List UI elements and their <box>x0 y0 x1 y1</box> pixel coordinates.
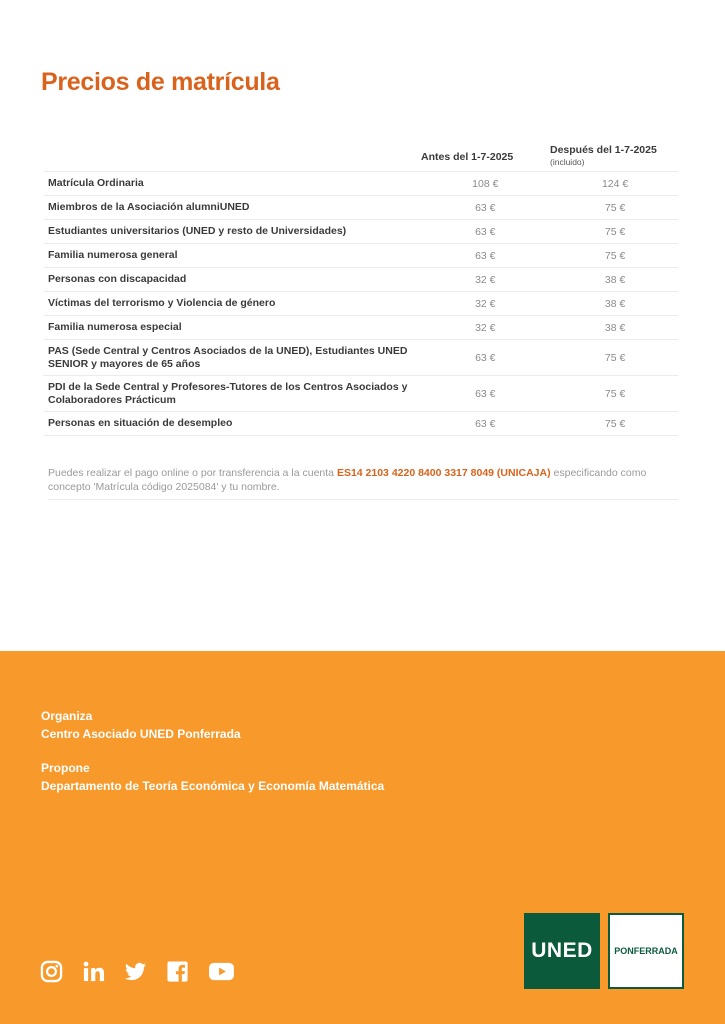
row-label: Víctimas del terrorismo y Violencia de género <box>48 297 276 309</box>
payment-note <box>48 467 678 500</box>
uned-logo: UNED <box>524 913 600 989</box>
social-links <box>40 960 235 983</box>
row-label: Familia numerosa general <box>48 249 178 261</box>
price-after: 75 € <box>551 412 678 435</box>
price-before: 63 € <box>421 376 548 411</box>
row-label: Familia numerosa especial <box>48 321 182 333</box>
row-label: PDI de la Sede Central y Profesores-Tutores de los Centros Asociados y Colaboradores Prácticum <box>48 380 408 406</box>
price-after: 75 € <box>551 220 678 243</box>
organiza-value: Centro Asociado UNED Ponferrada <box>41 727 241 741</box>
price-before: 63 € <box>421 340 548 375</box>
column-header-before: Antes del 1-7-2025 <box>421 151 514 163</box>
table-row <box>43 339 678 375</box>
propone-block <box>41 759 384 795</box>
instagram-icon[interactable] <box>40 960 63 983</box>
youtube-icon[interactable] <box>208 960 235 983</box>
column-header-after <box>550 144 657 167</box>
linkedin-icon[interactable] <box>82 960 105 983</box>
row-label: PAS (Sede Central y Centros Asociados de la UNED), Estudiantes UNED SENIOR y mayores de 65 años <box>48 344 408 370</box>
payment-note-text-end: especificando como concepto 'Matrícula código 2025084' y tu nombre. <box>48 467 647 493</box>
table-row <box>43 411 678 436</box>
price-before: 32 € <box>421 316 548 339</box>
price-after: 75 € <box>551 376 678 411</box>
price-before: 32 € <box>421 292 548 315</box>
row-label: Personas en situación de desempleo <box>48 417 233 429</box>
price-after: 75 € <box>551 196 678 219</box>
table-row <box>43 243 678 267</box>
table-row <box>43 267 678 291</box>
page-title: Precios de matrícula <box>41 68 280 96</box>
table-row <box>43 219 678 243</box>
column-header-after-label: Después del 1-7-2025 <box>550 144 657 156</box>
propone-value: Departamento de Teoría Económica y Economía Matemática <box>41 779 385 793</box>
row-label: Miembros de la Asociación alumniUNED <box>48 201 250 213</box>
table-row <box>43 375 678 411</box>
propone-label: Propone <box>41 761 90 775</box>
price-table <box>43 138 678 436</box>
organiza-label: Organiza <box>41 709 93 723</box>
table-row <box>43 315 678 339</box>
price-before: 63 € <box>421 220 548 243</box>
table-row <box>43 291 678 315</box>
column-header-after-note: (incluido) <box>550 157 585 167</box>
price-after: 38 € <box>551 316 678 339</box>
row-label: Matrícula Ordinaria <box>48 177 144 189</box>
price-before: 108 € <box>421 172 548 195</box>
table-row <box>43 195 678 219</box>
price-after: 75 € <box>551 244 678 267</box>
price-before: 63 € <box>421 196 548 219</box>
payment-note-text: Puedes realizar el pago online o por transferencia a la cuenta <box>48 467 337 479</box>
price-after: 38 € <box>551 268 678 291</box>
twitter-icon[interactable] <box>124 960 147 983</box>
price-before: 63 € <box>421 244 548 267</box>
price-after: 124 € <box>551 172 678 195</box>
table-header <box>43 138 678 171</box>
price-after: 38 € <box>551 292 678 315</box>
row-label: Personas con discapacidad <box>48 273 187 285</box>
price-after: 75 € <box>551 340 678 375</box>
organiza-block <box>41 707 241 743</box>
table-row <box>43 171 678 195</box>
facebook-icon[interactable] <box>166 960 189 983</box>
footer <box>0 651 725 1024</box>
price-before: 32 € <box>421 268 548 291</box>
row-label: Estudiantes universitarios (UNED y resto de Universidades) <box>48 225 347 237</box>
bank-account: ES14 2103 4220 8400 3317 8049 (UNICAJA) <box>336 467 551 479</box>
ponferrada-logo: PONFERRADA <box>608 913 684 989</box>
price-before: 63 € <box>421 412 548 435</box>
